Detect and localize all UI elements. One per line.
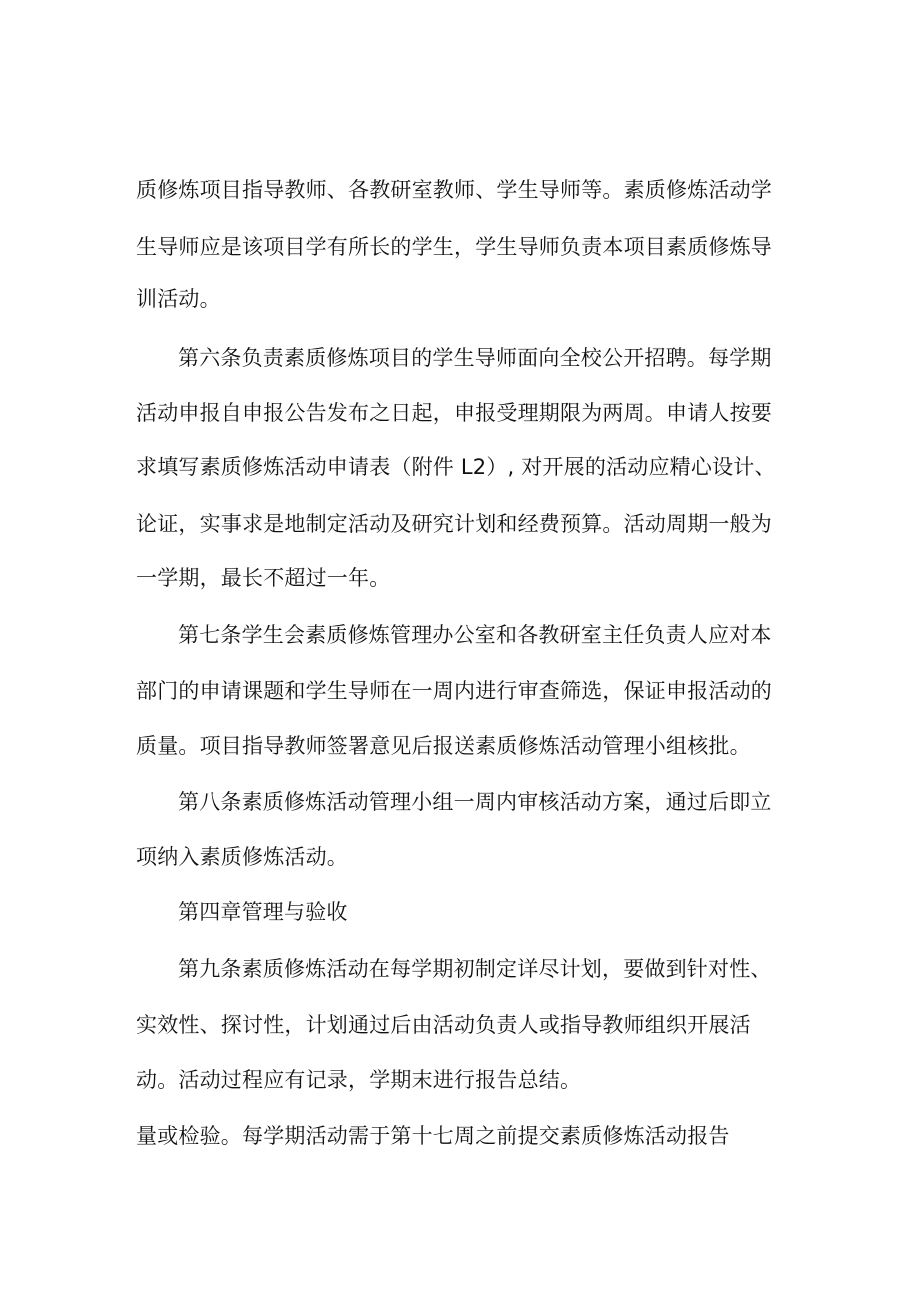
text-line: 训活动。 xyxy=(136,287,221,311)
text-line: 质修炼项目指导教师、各教研室教师、学生导师等。素质修炼活动学 xyxy=(136,178,772,202)
text-line: 量或检验。每学期活动需于第十七周之前提交素质修炼活动报告 xyxy=(136,1124,730,1148)
text-line: 求填写素质修炼活动申请表（附件 L2）, 对开展的活动应精心设计、 xyxy=(136,455,776,479)
paragraph-start-line: 第六条负责素质修炼项目的学生导师面向全校公开招聘。每学期 xyxy=(178,346,772,370)
paragraph-start-line: 第九条素质修炼活动在每学期初制定详尽计划，要做到针对性、 xyxy=(178,957,772,981)
text-line: 项纳入素质修炼活动。 xyxy=(136,845,348,869)
text-line: 动。活动过程应有记录，学期末进行报告总结。 xyxy=(136,1068,582,1092)
text-line: 论证，实事求是地制定活动及研究计划和经费预算。活动周期一般为 xyxy=(136,512,772,536)
text-line: 部门的申请课题和学生导师在一周内进行审查筛选，保证申报活动的 xyxy=(136,679,772,703)
text-line: 一学期，最长不超过一年。 xyxy=(136,566,391,590)
paragraph-start-line: 第七条学生会素质修炼管理办公室和各教研室主任负责人应对本 xyxy=(178,623,772,647)
paragraph-start-line: 第八条素质修炼活动管理小组一周内审核活动方案，通过后即立 xyxy=(178,790,772,814)
text-line: 生导师应是该项目学有所长的学生，学生导师负责本项目素质修炼导 xyxy=(136,235,772,259)
text-line: 活动申报自申报公告发布之日起，申报受理期限为两周。申请人按要 xyxy=(136,401,772,425)
text-line: 实效性、探讨性，计划通过后由活动负责人或指导教师组织开展活 xyxy=(136,1013,751,1037)
chapter-heading: 第四章管理与验收 xyxy=(178,900,348,924)
text-line: 质量。项目指导教师签署意见后报送素质修炼活动管理小组核批。 xyxy=(136,734,751,758)
